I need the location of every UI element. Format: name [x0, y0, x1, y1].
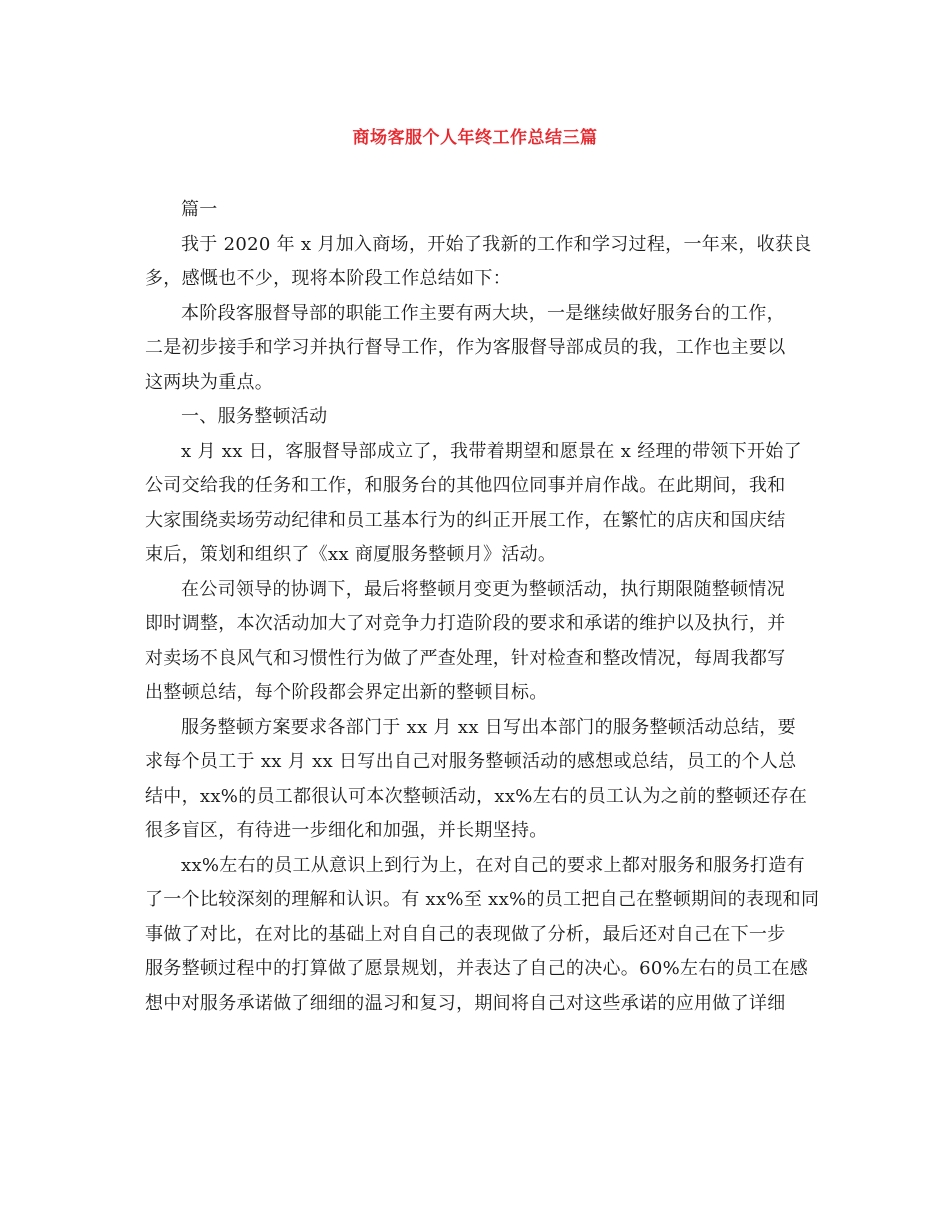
text-line: 很多盲区，有待进一步细化和加强，并长期坚持。 — [145, 820, 548, 841]
subsection-heading — [145, 400, 805, 435]
text-line: 出整顿总结，每个阶段都会界定出新的整顿目标。 — [145, 682, 548, 703]
text-line: xx%左右的员工从意识上到行为上，在对自己的要求上都对服务和服务打造有 — [181, 854, 805, 876]
paragraph — [145, 573, 805, 711]
text-line: 本阶段客服督导部的职能工作主要有两大块，一是继续做好服务台的工作， — [181, 302, 785, 324]
document-body — [145, 193, 820, 1021]
section-heading — [145, 193, 805, 228]
text-line: 二是初步接手和学习并执行督导工作，作为客服督导部成员的我，工作也主要以 — [145, 337, 786, 358]
text-line: 在公司领导的协调下，最后将整顿月变更为整顿活动，执行期限随整顿情况 — [181, 578, 785, 600]
paragraph — [145, 228, 812, 297]
text-line: 这两块为重点。 — [145, 371, 274, 393]
text-line: 一、服务整顿活动 — [181, 406, 328, 427]
paragraph — [145, 435, 805, 573]
text-line: 篇一 — [181, 199, 218, 220]
text-line: 我于 2020 年 x 月加入商场，开始了我新的工作和学习过程，一年来，收获良 — [181, 233, 812, 255]
text-line: 多，感慨也不少，现将本阶段工作总结如下： — [145, 268, 511, 289]
text-line: 服务整顿方案要求各部门于 xx 月 xx 日写出本部门的服务整顿活动总结，要 — [181, 716, 796, 738]
text-line: 束后，策划和组织了《xx 商厦服务整顿月》活动。 — [145, 544, 557, 565]
text-line: 求每个员工于 xx 月 xx 日写出自己对服务整顿活动的感想或总结，员工的个人总 — [145, 751, 797, 772]
text-line: 大家围绕卖场劳动纪律和员工基本行为的纠正开展工作，在繁忙的店庆和国庆结 — [145, 509, 786, 531]
text-line: 对卖场不良风气和习惯性行为做了严查处理，针对检查和整改情况，每周我都写 — [145, 647, 786, 669]
text-line: 结中，xx%的员工都很认可本次整顿活动，xx%左右的员工认为之前的整顿还存在 — [145, 785, 808, 807]
text-line: 了一个比较深刻的理解和认识。有 xx%至 xx%的员工把自己在整顿期间的表现和同 — [145, 889, 820, 910]
text-line: 事做了对比，在对比的基础上对自自己的表现做了分析，最后还对自己在下一步 — [145, 923, 786, 945]
document-title: 商场客服个人年终工作总结三篇 — [352, 128, 598, 148]
text-line: x 月 xx 日，客服督导部成立了，我带着期望和愿景在 x 经理的带领下开始了 — [181, 440, 802, 462]
paragraph — [145, 297, 805, 401]
text-line: 想中对服务承诺做了细细的温习和复习，期间将自己对这些承诺的应用做了详细 — [145, 992, 786, 1014]
text-line: 公司交给我的任务和工作，和服务台的其他四位同事并肩作战。在此期间，我和 — [145, 475, 786, 496]
text-line: 服务整顿过程中的打算做了愿景规划，并表达了自己的决心。60%左右的员工在感 — [145, 958, 809, 979]
paragraph — [145, 711, 808, 849]
text-line: 即时调整，本次活动加大了对竞争力打造阶段的要求和承诺的维护以及执行，并 — [145, 613, 786, 634]
paragraph — [145, 849, 820, 1022]
